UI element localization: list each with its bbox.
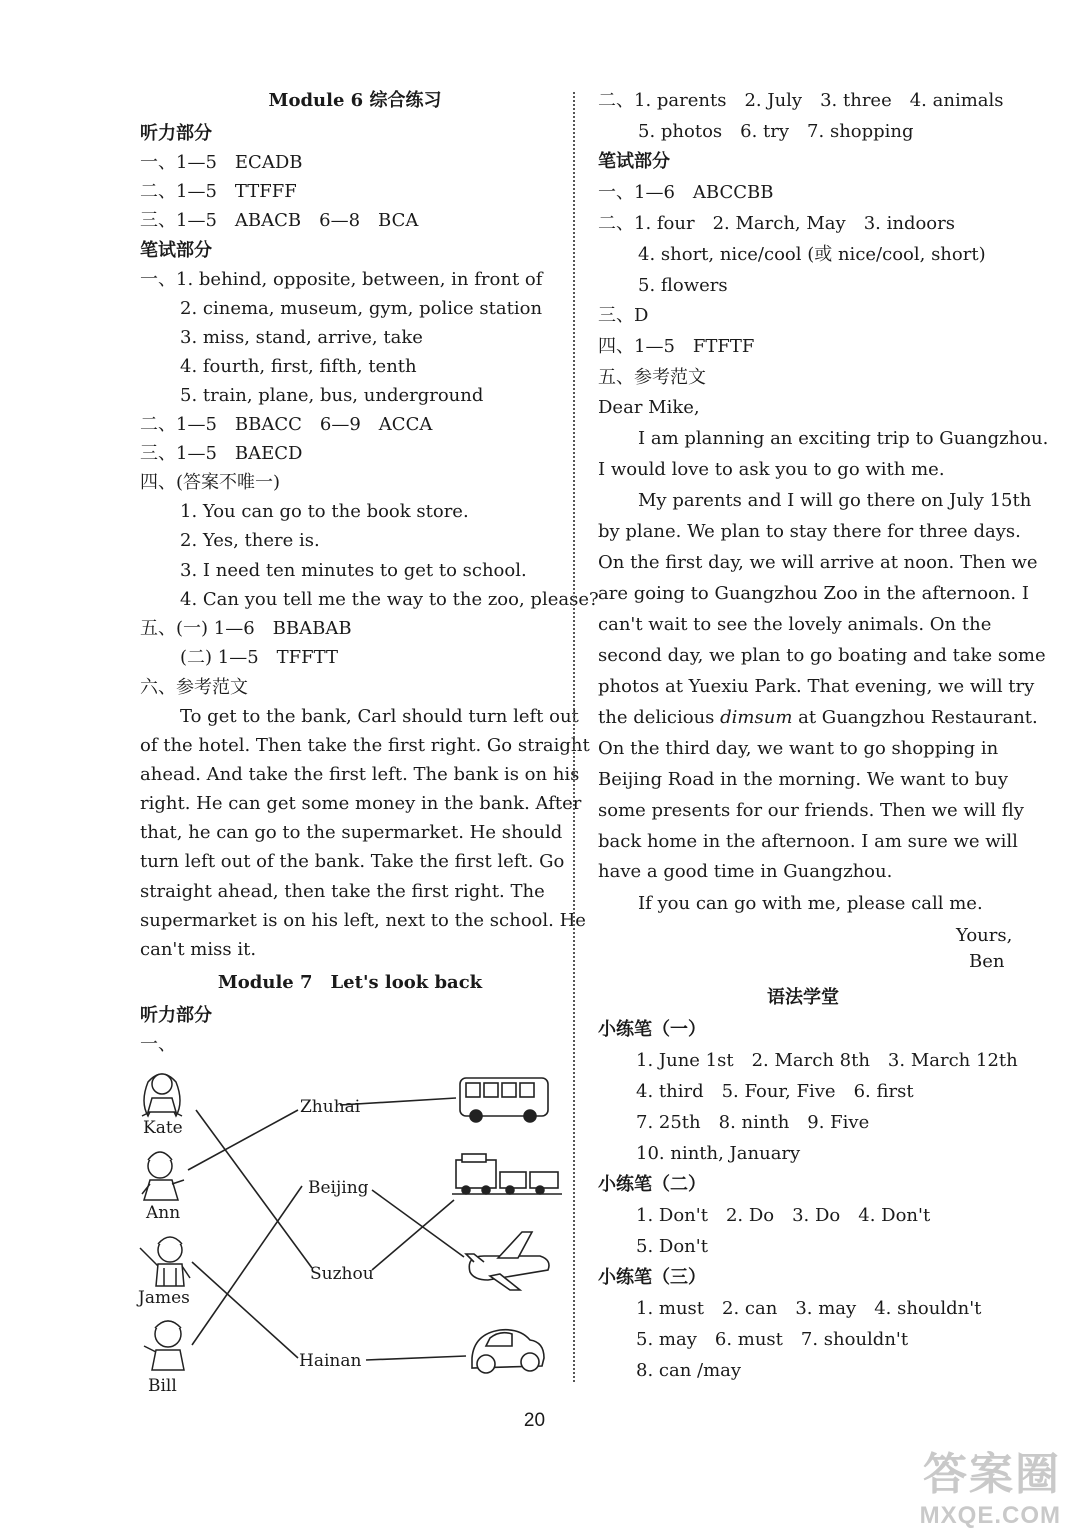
- essay-line: of the hotel. Then take the first right. Go straight: [140, 735, 590, 756]
- boy-james-icon: [140, 1237, 190, 1286]
- practice-heading: 小练笔（一）: [598, 1019, 706, 1040]
- practice-heading: 小练笔（三）: [598, 1267, 706, 1288]
- m6-written-answer: 一、1. behind, opposite, between, in front of: [140, 269, 543, 290]
- m7-written-answer: 二、1. four 2. March, May 3. indoors: [598, 213, 955, 234]
- car-icon: [472, 1330, 544, 1373]
- letter-line: On the third day, we want to go shopping in: [598, 738, 999, 759]
- watermark-url: MXQE.COM: [919, 1502, 1061, 1529]
- match-line-james-hainan: [192, 1262, 298, 1358]
- m7-written-answer: 5. flowers: [638, 275, 728, 296]
- practice-answer: 4. third 5. Four, Five 6. first: [636, 1081, 914, 1102]
- match-line-ann-zhuhai: [188, 1110, 298, 1170]
- letter-line: by plane. We plan to stay there for three days.: [598, 521, 1021, 542]
- m6-written-answer: 二、1—5 BBACC 6—9 ACCA: [140, 414, 433, 435]
- m6-essay-heading: 六、参考范文: [140, 677, 248, 698]
- m6-written-answer: 3. I need ten minutes to get to school.: [180, 560, 527, 581]
- m7-written-answer: 三、D: [598, 305, 649, 326]
- essay-line: straight ahead, then take the first right. The: [140, 881, 545, 902]
- m6-written-answer: 三、1—5 BAECD: [140, 443, 303, 464]
- match-line-hainan-car: [366, 1356, 466, 1360]
- practice-answer: 5. may 6. must 7. shouldn't: [636, 1329, 909, 1350]
- m7-writing-heading: 笔试部分: [598, 151, 670, 172]
- m6-written-answer: 2. cinema, museum, gym, police station: [180, 298, 543, 319]
- m7-listening-answer: 二、1. parents 2. July 3. three 4. animals: [598, 90, 1004, 111]
- practice-answer: 7. 25th 8. ninth 9. Five: [636, 1112, 870, 1133]
- train-icon: [452, 1154, 562, 1194]
- page-number: 20: [523, 1410, 546, 1431]
- letter-greeting: Dear Mike,: [598, 397, 700, 418]
- letter-line: second day, we plan to go boating and take some: [598, 645, 1046, 666]
- m6-written-answer: 4. Can you tell me the way to the zoo, please?: [180, 589, 599, 610]
- m6-written-answer: 3. miss, stand, arrive, take: [180, 327, 423, 348]
- m6-written-answer: 四、(答案不唯一): [140, 472, 281, 493]
- match-line-kate-suzhou: [196, 1110, 312, 1268]
- essay-line: right. He can get some money in the bank. After: [140, 793, 582, 814]
- practice-answer: 1. Don't 2. Do 3. Do 4. Don't: [636, 1205, 931, 1226]
- person-label-ann: Ann: [146, 1203, 181, 1223]
- letter-line: have a good time in Guangzhou.: [598, 861, 893, 882]
- watermark-logo: [920, 1438, 1061, 1530]
- m7-written-answer: 四、1—5 FTFTF: [598, 336, 755, 357]
- letter-line: If you can go with me, please call me.: [638, 893, 983, 914]
- place-label-hainan: Hainan: [299, 1351, 362, 1371]
- girl-ann-icon: [142, 1152, 184, 1200]
- practice-answer: 5. Don't: [636, 1236, 708, 1257]
- place-label-beijing: Beijing: [308, 1178, 369, 1198]
- letter-line: can't wait to see the lovely animals. On the: [598, 614, 992, 635]
- letter-line: are going to Guangzhou Zoo in the afternoon. I: [598, 583, 1029, 604]
- plane-icon: [466, 1232, 549, 1290]
- m7-written-answer: 一、1—6 ABCCBB: [598, 182, 774, 203]
- person-label-kate: Kate: [143, 1118, 183, 1138]
- match-line-beijing-plane: [372, 1190, 464, 1257]
- essay-line: ahead. And take the first left. The bank is on his: [140, 764, 580, 785]
- letter-text: at Guangzhou Restaurant.: [798, 707, 1038, 728]
- module7-title: Module 7 Let's look back: [217, 972, 483, 993]
- m6-written-answer: 2. Yes, there is.: [180, 530, 320, 551]
- letter-line: back home in the afternoon. I am sure we will: [598, 831, 1018, 852]
- m7-exercise-label: 一、: [140, 1034, 176, 1055]
- m6-written-answer: 1. You can go to the book store.: [180, 501, 469, 522]
- match-line-suzhou-train: [372, 1200, 454, 1270]
- practice-answer: 8. can /may: [636, 1360, 742, 1381]
- person-label-james: James: [138, 1288, 190, 1308]
- letter-closing: Yours,: [956, 925, 1013, 946]
- essay-line: supermarket is on his left, next to the school. He: [140, 910, 586, 931]
- letter-line: I would love to ask you to go with me.: [598, 459, 945, 480]
- m6-written-answer: 4. fourth, first, fifth, tenth: [180, 356, 417, 377]
- column-divider: [573, 92, 575, 1382]
- practice-answer: 1. June 1st 2. March 8th 3. March 12th: [636, 1050, 1018, 1071]
- m7-listening-heading: 听力部分: [140, 1005, 212, 1026]
- letter-line: [598, 707, 1038, 729]
- place-label-suzhou: Suzhou: [310, 1264, 374, 1284]
- grammar-section-title: 语法学堂: [767, 987, 839, 1008]
- m6-writing-heading: 笔试部分: [140, 240, 212, 261]
- letter-text: the delicious: [598, 707, 715, 728]
- m6-written-answer: (二) 1—5 TFFTT: [180, 647, 339, 668]
- m7-written-answer: 4. short, nice/cool (或 nice/cool, short): [638, 244, 986, 265]
- girl-kate-icon: [142, 1074, 182, 1116]
- letter-line: I am planning an exciting trip to Guangzhou.: [638, 428, 1049, 449]
- essay-line: can't miss it.: [140, 939, 257, 960]
- letter-signature: Ben: [969, 951, 1005, 972]
- essay-line: turn left out of the bank. Take the first left. Go: [140, 851, 565, 872]
- m6-written-answer: 五、(一) 1—6 BBABAB: [140, 618, 352, 639]
- practice-answer: 10. ninth, January: [636, 1143, 801, 1164]
- letter-line: photos at Yuexiu Park. That evening, we will try: [598, 676, 1035, 697]
- bus-icon: [460, 1078, 548, 1122]
- module6-title: Module 6 综合练习: [268, 90, 442, 111]
- m7-listening-answer: 5. photos 6. try 7. shopping: [638, 121, 914, 142]
- watermark-text: 答案圈: [923, 1450, 1061, 1499]
- m6-listening-answer: 二、1—5 TTFFF: [140, 181, 297, 202]
- letter-line: Beijing Road in the morning. We want to buy: [598, 769, 1009, 790]
- m6-written-answer: 5. train, plane, bus, underground: [180, 385, 484, 406]
- matching-lines: [188, 1098, 466, 1360]
- practice-answer: 1. must 2. can 3. may 4. shouldn't: [636, 1298, 982, 1319]
- letter-line: On the first day, we will arrive at noon. Then we: [598, 552, 1038, 573]
- person-label-bill: Bill: [148, 1376, 177, 1396]
- place-label-zhuhai: Zhuhai: [300, 1097, 361, 1117]
- essay-line: To get to the bank, Carl should turn left out: [180, 706, 579, 727]
- essay-line: that, he can go to the supermarket. He should: [140, 822, 563, 843]
- letter-italic-word: dimsum: [720, 707, 793, 728]
- m6-listening-heading: 听力部分: [140, 123, 212, 144]
- m6-listening-answer: 一、1—5 ECADB: [140, 152, 303, 173]
- letter-line: some presents for our friends. Then we will fly: [598, 800, 1024, 821]
- match-line-bill-beijing: [192, 1186, 302, 1345]
- m7-essay-heading: 五、参考范文: [598, 367, 706, 388]
- m6-listening-answer: 三、1—5 ABACB 6—8 BCA: [140, 210, 419, 231]
- letter-line: My parents and I will go there on July 15th: [638, 490, 1032, 511]
- boy-bill-icon: [144, 1321, 184, 1370]
- practice-heading: 小练笔（二）: [598, 1174, 706, 1195]
